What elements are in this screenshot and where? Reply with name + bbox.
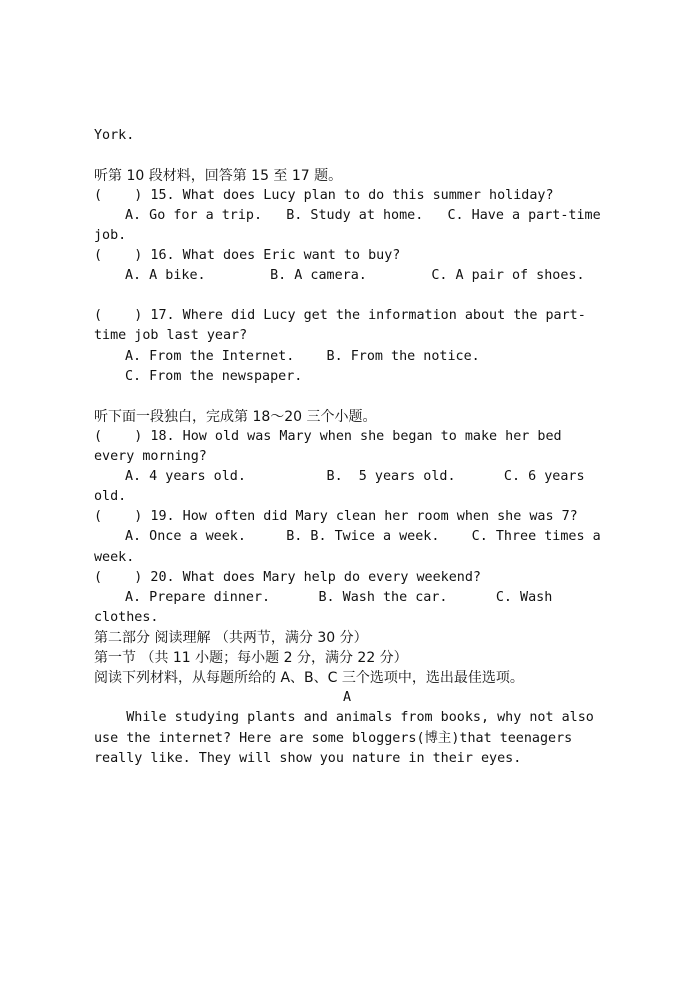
passage-label: A [343,690,352,705]
monologue-heading: 听下面一段独白，完成第 18～20 三个小题。 [94,409,377,425]
part2-title: 第二部分 阅读理解 （共两节，满分 30 分） [94,630,368,646]
passage-line: use the internet? Here are some bloggers(博主)that teenagers [94,731,573,746]
question-18-stem: ( ) 18. How old was Mary when she began to make her bed [94,429,562,444]
question-17-options-ab: A. From the Internet. B. From the notice. [125,349,480,364]
question-20-stem: ( ) 20. What does Mary help do every weekend? [94,570,481,585]
question-15-options: A. Go for a trip. B. Study at home. C. Have a part-time [125,208,601,223]
passage-line: While studying plants and animals from books, why not also [94,710,594,725]
question-19-stem: ( ) 19. How often did Mary clean her room when she was 7? [94,509,578,524]
question-19-options-wrap: week. [94,550,135,565]
question-17-option-c: C. From the newspaper. [125,369,303,384]
question-17-stem-wrap: time job last year? [94,328,248,343]
question-18-options-wrap: old. [94,489,127,504]
part2-instruction: 阅读下列材料，从每题所给的 A、B、C 三个选项中，选出最佳选项。 [94,670,524,686]
question-20-options-wrap: clothes. [94,610,159,625]
question-16-options: A. A bike. B. A camera. C. A pair of shoes. [125,268,585,283]
question-18-options: A. 4 years old. B. 5 years old. C. 6 years [125,469,585,484]
question-15-options-wrap: job. [94,228,127,243]
question-15-stem: ( ) 15. What does Lucy plan to do this summer holiday? [94,188,554,203]
question-16-stem: ( ) 16. What does Eric want to buy? [94,248,401,263]
passage-line: really like. They will show you nature in their eyes. [94,751,522,766]
section10-heading: 听第 10 段材料，回答第 15 至 17 题。 [94,168,343,184]
question-19-options: A. Once a week. B. B. Twice a week. C. Three times a [125,529,601,544]
question-18-stem-wrap: every morning? [94,449,207,464]
question-17-stem: ( ) 17. Where did Lucy get the information about the part- [94,308,586,323]
question-20-options: A. Prepare dinner. B. Wash the car. C. Wash [125,590,553,605]
intro-tail: York. [94,128,135,143]
part2-section1-heading: 第一节 （共 11 小题；每小题 2 分，满分 22 分） [94,650,408,666]
